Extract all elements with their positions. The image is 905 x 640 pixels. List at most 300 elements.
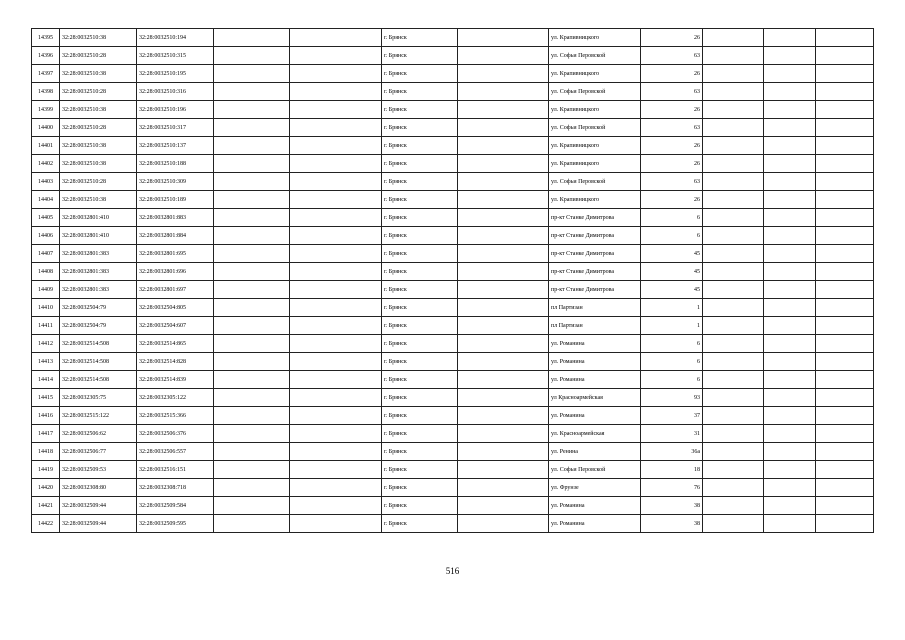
cell-empty — [816, 353, 874, 371]
table-row — [32, 29, 874, 47]
cell-empty — [214, 497, 290, 515]
cell-empty — [816, 299, 874, 317]
cell-cadastral-number: 32:28:0032509:584 — [137, 497, 214, 515]
table-row — [32, 281, 874, 299]
cell-empty — [214, 173, 290, 191]
cell-city: г. Брянск — [382, 101, 458, 119]
cell-empty — [290, 65, 382, 83]
cell-empty — [214, 335, 290, 353]
cell-city: г. Брянск — [382, 65, 458, 83]
cell-cadastral-number: 32:28:0032305:122 — [137, 389, 214, 407]
cell-empty — [290, 317, 382, 335]
cell-empty — [290, 497, 382, 515]
cell-empty — [816, 263, 874, 281]
cell-empty — [290, 443, 382, 461]
cell-empty — [764, 101, 816, 119]
cell-empty — [458, 47, 549, 65]
table-row — [32, 245, 874, 263]
cell-house-number: 26 — [641, 191, 703, 209]
cell-empty — [816, 119, 874, 137]
cell-record-number: 14399 — [32, 101, 60, 119]
cell-empty — [290, 245, 382, 263]
cell-cadastral-block: 32:28:0032515:122 — [60, 407, 137, 425]
cell-empty — [816, 29, 874, 47]
cell-empty — [703, 155, 764, 173]
cell-street: ул. Софьи Перовской — [549, 173, 641, 191]
cell-empty — [214, 479, 290, 497]
cell-cadastral-number: 32:28:0032514:828 — [137, 353, 214, 371]
cell-cadastral-block: 32:28:0032514:508 — [60, 371, 137, 389]
cell-empty — [214, 299, 290, 317]
table-row — [32, 137, 874, 155]
cell-empty — [703, 515, 764, 533]
cell-street: ул. Крапивницкого — [549, 101, 641, 119]
cell-empty — [458, 353, 549, 371]
cell-cadastral-block: 32:28:0032510:38 — [60, 155, 137, 173]
cell-record-number: 14396 — [32, 47, 60, 65]
cell-empty — [214, 317, 290, 335]
cell-record-number: 14419 — [32, 461, 60, 479]
cell-street: ул. Фрунзе — [549, 479, 641, 497]
cell-street: пр-кт Станке Димитрова — [549, 281, 641, 299]
cell-empty — [214, 443, 290, 461]
cell-empty — [214, 371, 290, 389]
cell-empty — [458, 479, 549, 497]
cell-empty — [214, 47, 290, 65]
cell-house-number: 93 — [641, 389, 703, 407]
cell-empty — [290, 389, 382, 407]
cell-record-number: 14413 — [32, 353, 60, 371]
cell-empty — [703, 263, 764, 281]
cell-house-number: 6 — [641, 209, 703, 227]
cell-empty — [703, 191, 764, 209]
cell-empty — [703, 209, 764, 227]
cell-empty — [764, 137, 816, 155]
table-row — [32, 209, 874, 227]
cell-city: г. Брянск — [382, 263, 458, 281]
cell-street: ул. Романина — [549, 497, 641, 515]
cell-empty — [290, 29, 382, 47]
cell-record-number: 14411 — [32, 317, 60, 335]
cell-empty — [703, 479, 764, 497]
cell-empty — [764, 173, 816, 191]
cell-cadastral-block: 32:28:0032514:508 — [60, 335, 137, 353]
cell-empty — [816, 425, 874, 443]
cell-empty — [816, 389, 874, 407]
cell-street: ул. Крапивницкого — [549, 29, 641, 47]
table-row — [32, 515, 874, 533]
cell-cadastral-number: 32:28:0032510:196 — [137, 101, 214, 119]
cell-city: г. Брянск — [382, 119, 458, 137]
cell-cadastral-block: 32:28:0032308:80 — [60, 479, 137, 497]
cell-empty — [703, 425, 764, 443]
cell-cadastral-block: 32:28:0032510:28 — [60, 173, 137, 191]
cell-empty — [290, 83, 382, 101]
cell-empty — [764, 389, 816, 407]
table-row — [32, 443, 874, 461]
cell-empty — [290, 209, 382, 227]
cell-empty — [458, 371, 549, 389]
cell-empty — [703, 173, 764, 191]
cell-empty — [214, 245, 290, 263]
cell-empty — [703, 443, 764, 461]
cell-house-number: 31 — [641, 425, 703, 443]
cell-empty — [214, 281, 290, 299]
cell-empty — [290, 101, 382, 119]
cell-street: ул. Ренина — [549, 443, 641, 461]
cell-empty — [816, 335, 874, 353]
table-row — [32, 65, 874, 83]
cell-empty — [764, 371, 816, 389]
cell-record-number: 14395 — [32, 29, 60, 47]
cell-empty — [290, 371, 382, 389]
cell-house-number: 38 — [641, 497, 703, 515]
cell-empty — [290, 299, 382, 317]
cell-empty — [458, 83, 549, 101]
cell-empty — [703, 353, 764, 371]
cell-city: г. Брянск — [382, 335, 458, 353]
cell-empty — [214, 389, 290, 407]
cell-empty — [458, 155, 549, 173]
cell-city: г. Брянск — [382, 443, 458, 461]
cell-empty — [458, 299, 549, 317]
cell-empty — [214, 263, 290, 281]
cell-city: г. Брянск — [382, 461, 458, 479]
cell-empty — [703, 461, 764, 479]
cell-cadastral-block: 32:28:0032305:75 — [60, 389, 137, 407]
cell-street: ул. Софьи Перовской — [549, 119, 641, 137]
cell-street: пл Партизан — [549, 317, 641, 335]
cell-empty — [214, 101, 290, 119]
cell-city: г. Брянск — [382, 281, 458, 299]
cell-cadastral-number: 32:28:0032801:695 — [137, 245, 214, 263]
cell-house-number: 18 — [641, 461, 703, 479]
cell-empty — [764, 281, 816, 299]
cell-empty — [290, 425, 382, 443]
cell-empty — [214, 155, 290, 173]
cell-street: ул. Романина — [549, 371, 641, 389]
cell-empty — [764, 29, 816, 47]
cell-empty — [764, 191, 816, 209]
cell-cadastral-number: 32:28:0032510:309 — [137, 173, 214, 191]
cell-record-number: 14404 — [32, 191, 60, 209]
cell-empty — [764, 317, 816, 335]
cell-empty — [764, 245, 816, 263]
table-row — [32, 335, 874, 353]
cell-empty — [703, 281, 764, 299]
cell-city: г. Брянск — [382, 353, 458, 371]
cell-empty — [703, 245, 764, 263]
cell-house-number: 6 — [641, 371, 703, 389]
cell-empty — [458, 461, 549, 479]
cell-street: ул. Софьи Перовской — [549, 47, 641, 65]
cell-empty — [458, 119, 549, 137]
cell-city: г. Брянск — [382, 209, 458, 227]
cell-cadastral-block: 32:28:0032801:410 — [60, 209, 137, 227]
cell-empty — [703, 299, 764, 317]
cell-record-number: 14422 — [32, 515, 60, 533]
cell-empty — [816, 209, 874, 227]
table-row — [32, 155, 874, 173]
cell-cadastral-number: 32:28:0032504:607 — [137, 317, 214, 335]
cell-empty — [458, 263, 549, 281]
cell-empty — [458, 497, 549, 515]
cell-cadastral-number: 32:28:0032514:839 — [137, 371, 214, 389]
cell-empty — [816, 497, 874, 515]
cell-empty — [214, 65, 290, 83]
cell-cadastral-number: 32:28:0032510:188 — [137, 155, 214, 173]
cell-record-number: 14415 — [32, 389, 60, 407]
cell-cadastral-block: 32:28:0032504:79 — [60, 317, 137, 335]
cell-street: пр-кт Станке Димитрова — [549, 263, 641, 281]
page-number: 516 — [445, 566, 460, 576]
cell-cadastral-block: 32:28:0032506:62 — [60, 425, 137, 443]
cell-city: г. Брянск — [382, 371, 458, 389]
cell-empty — [703, 389, 764, 407]
table-row — [32, 497, 874, 515]
table-row — [32, 389, 874, 407]
cell-empty — [816, 137, 874, 155]
cell-house-number: 6 — [641, 335, 703, 353]
cell-empty — [458, 389, 549, 407]
cell-city: г. Брянск — [382, 479, 458, 497]
cell-record-number: 14408 — [32, 263, 60, 281]
cell-cadastral-block: 32:28:0032510:28 — [60, 119, 137, 137]
cell-city: г. Брянск — [382, 137, 458, 155]
cell-city: г. Брянск — [382, 389, 458, 407]
cell-cadastral-block: 32:28:0032801:383 — [60, 245, 137, 263]
cell-record-number: 14401 — [32, 137, 60, 155]
cell-record-number: 14400 — [32, 119, 60, 137]
table-row — [32, 407, 874, 425]
cell-empty — [703, 119, 764, 137]
cell-cadastral-block: 32:28:0032510:38 — [60, 191, 137, 209]
cell-empty — [458, 335, 549, 353]
cell-empty — [703, 335, 764, 353]
cell-empty — [214, 137, 290, 155]
cell-cadastral-block: 32:28:0032801:410 — [60, 227, 137, 245]
cell-empty — [816, 47, 874, 65]
cell-house-number: 36а — [641, 443, 703, 461]
cell-cadastral-number: 32:28:0032801:883 — [137, 209, 214, 227]
cell-empty — [764, 443, 816, 461]
cell-empty — [290, 263, 382, 281]
cell-empty — [764, 515, 816, 533]
cell-empty — [703, 101, 764, 119]
cell-house-number: 1 — [641, 317, 703, 335]
cell-empty — [703, 317, 764, 335]
cell-empty — [458, 443, 549, 461]
cell-empty — [458, 29, 549, 47]
cell-empty — [764, 263, 816, 281]
table-row — [32, 425, 874, 443]
cell-cadastral-number: 32:28:0032516:151 — [137, 461, 214, 479]
cell-cadastral-number: 32:28:0032308:718 — [137, 479, 214, 497]
table-row — [32, 263, 874, 281]
cell-empty — [458, 65, 549, 83]
cell-cadastral-block: 32:28:0032510:38 — [60, 29, 137, 47]
cell-record-number: 14403 — [32, 173, 60, 191]
cell-street: ул. Софьи Перовской — [549, 461, 641, 479]
cell-cadastral-number: 32:28:0032504:805 — [137, 299, 214, 317]
cell-cadastral-block: 32:28:0032510:28 — [60, 47, 137, 65]
cell-empty — [290, 335, 382, 353]
cell-record-number: 14416 — [32, 407, 60, 425]
cell-empty — [214, 119, 290, 137]
cell-cadastral-block: 32:28:0032509:44 — [60, 515, 137, 533]
cell-record-number: 14421 — [32, 497, 60, 515]
cell-street: ул. Романина — [549, 353, 641, 371]
cell-record-number: 14417 — [32, 425, 60, 443]
cell-cadastral-number: 32:28:0032510:137 — [137, 137, 214, 155]
cell-empty — [816, 515, 874, 533]
cell-empty — [458, 281, 549, 299]
cell-city: г. Брянск — [382, 317, 458, 335]
register-table-body — [32, 29, 874, 533]
cell-house-number: 6 — [641, 353, 703, 371]
cell-empty — [214, 83, 290, 101]
table-row — [32, 47, 874, 65]
cell-empty — [214, 461, 290, 479]
cell-cadastral-number: 32:28:0032510:189 — [137, 191, 214, 209]
cell-empty — [764, 479, 816, 497]
cell-house-number: 6 — [641, 227, 703, 245]
cell-empty — [764, 65, 816, 83]
cell-cadastral-number: 32:28:0032510:315 — [137, 47, 214, 65]
cell-cadastral-number: 32:28:0032510:194 — [137, 29, 214, 47]
cell-city: г. Брянск — [382, 191, 458, 209]
register-sheet — [31, 28, 874, 533]
cell-street: пр-кт Станке Димитрова — [549, 209, 641, 227]
cell-city: г. Брянск — [382, 515, 458, 533]
table-row — [32, 353, 874, 371]
cell-street: ул. Красноармейская — [549, 425, 641, 443]
cell-empty — [764, 83, 816, 101]
cell-city: г. Брянск — [382, 497, 458, 515]
cell-record-number: 14414 — [32, 371, 60, 389]
register-table — [31, 28, 874, 533]
cell-street: ул. Романина — [549, 515, 641, 533]
cell-empty — [703, 497, 764, 515]
cell-house-number: 45 — [641, 263, 703, 281]
cell-empty — [816, 461, 874, 479]
cell-empty — [703, 47, 764, 65]
cell-empty — [764, 209, 816, 227]
cell-empty — [290, 227, 382, 245]
cell-empty — [290, 461, 382, 479]
cell-empty — [703, 227, 764, 245]
cell-house-number: 63 — [641, 83, 703, 101]
table-row — [32, 101, 874, 119]
cell-empty — [290, 137, 382, 155]
table-row — [32, 479, 874, 497]
cell-empty — [816, 173, 874, 191]
cell-empty — [703, 407, 764, 425]
cell-empty — [290, 47, 382, 65]
cell-street: ул. Романина — [549, 407, 641, 425]
cell-street: пл Партизан — [549, 299, 641, 317]
cell-street: ул. Крапивницкого — [549, 137, 641, 155]
cell-house-number: 63 — [641, 173, 703, 191]
cell-city: г. Брянск — [382, 29, 458, 47]
cell-empty — [214, 227, 290, 245]
cell-street: ул Красноармейская — [549, 389, 641, 407]
cell-cadastral-block: 32:28:0032506:77 — [60, 443, 137, 461]
cell-empty — [290, 353, 382, 371]
cell-house-number: 45 — [641, 281, 703, 299]
cell-empty — [764, 119, 816, 137]
cell-empty — [458, 515, 549, 533]
cell-empty — [816, 371, 874, 389]
cell-empty — [703, 137, 764, 155]
cell-house-number: 1 — [641, 299, 703, 317]
cell-street: ул. Крапивницкого — [549, 155, 641, 173]
table-row — [32, 461, 874, 479]
cell-empty — [290, 515, 382, 533]
cell-record-number: 14407 — [32, 245, 60, 263]
cell-record-number: 14412 — [32, 335, 60, 353]
cell-cadastral-block: 32:28:0032510:28 — [60, 83, 137, 101]
cell-empty — [290, 173, 382, 191]
cell-house-number: 26 — [641, 155, 703, 173]
cell-empty — [290, 407, 382, 425]
cell-street: пр-кт Станке Димитрова — [549, 227, 641, 245]
cell-empty — [703, 29, 764, 47]
cell-cadastral-block: 32:28:0032801:383 — [60, 263, 137, 281]
table-row — [32, 227, 874, 245]
cell-house-number: 38 — [641, 515, 703, 533]
cell-empty — [764, 227, 816, 245]
cell-empty — [214, 515, 290, 533]
cell-empty — [816, 227, 874, 245]
cell-empty — [458, 209, 549, 227]
cell-empty — [703, 371, 764, 389]
cell-house-number: 26 — [641, 137, 703, 155]
cell-empty — [703, 65, 764, 83]
cell-empty — [816, 443, 874, 461]
cell-empty — [214, 425, 290, 443]
cell-house-number: 37 — [641, 407, 703, 425]
table-row — [32, 299, 874, 317]
cell-record-number: 14418 — [32, 443, 60, 461]
cell-empty — [764, 47, 816, 65]
cell-empty — [458, 245, 549, 263]
cell-street: ул. Софьи Перовской — [549, 83, 641, 101]
cell-empty — [214, 29, 290, 47]
cell-cadastral-block: 32:28:0032509:44 — [60, 497, 137, 515]
cell-house-number: 76 — [641, 479, 703, 497]
cell-empty — [214, 209, 290, 227]
cell-record-number: 14397 — [32, 65, 60, 83]
cell-empty — [290, 155, 382, 173]
cell-empty — [816, 83, 874, 101]
cell-empty — [214, 407, 290, 425]
cell-empty — [458, 227, 549, 245]
cell-empty — [458, 173, 549, 191]
cell-city: г. Брянск — [382, 173, 458, 191]
cell-empty — [290, 119, 382, 137]
table-row — [32, 317, 874, 335]
cell-empty — [764, 299, 816, 317]
cell-city: г. Брянск — [382, 227, 458, 245]
cell-empty — [458, 191, 549, 209]
table-row — [32, 83, 874, 101]
cell-cadastral-block: 32:28:0032504:79 — [60, 299, 137, 317]
table-row — [32, 191, 874, 209]
cell-empty — [764, 497, 816, 515]
cell-empty — [764, 353, 816, 371]
cell-city: г. Брянск — [382, 155, 458, 173]
